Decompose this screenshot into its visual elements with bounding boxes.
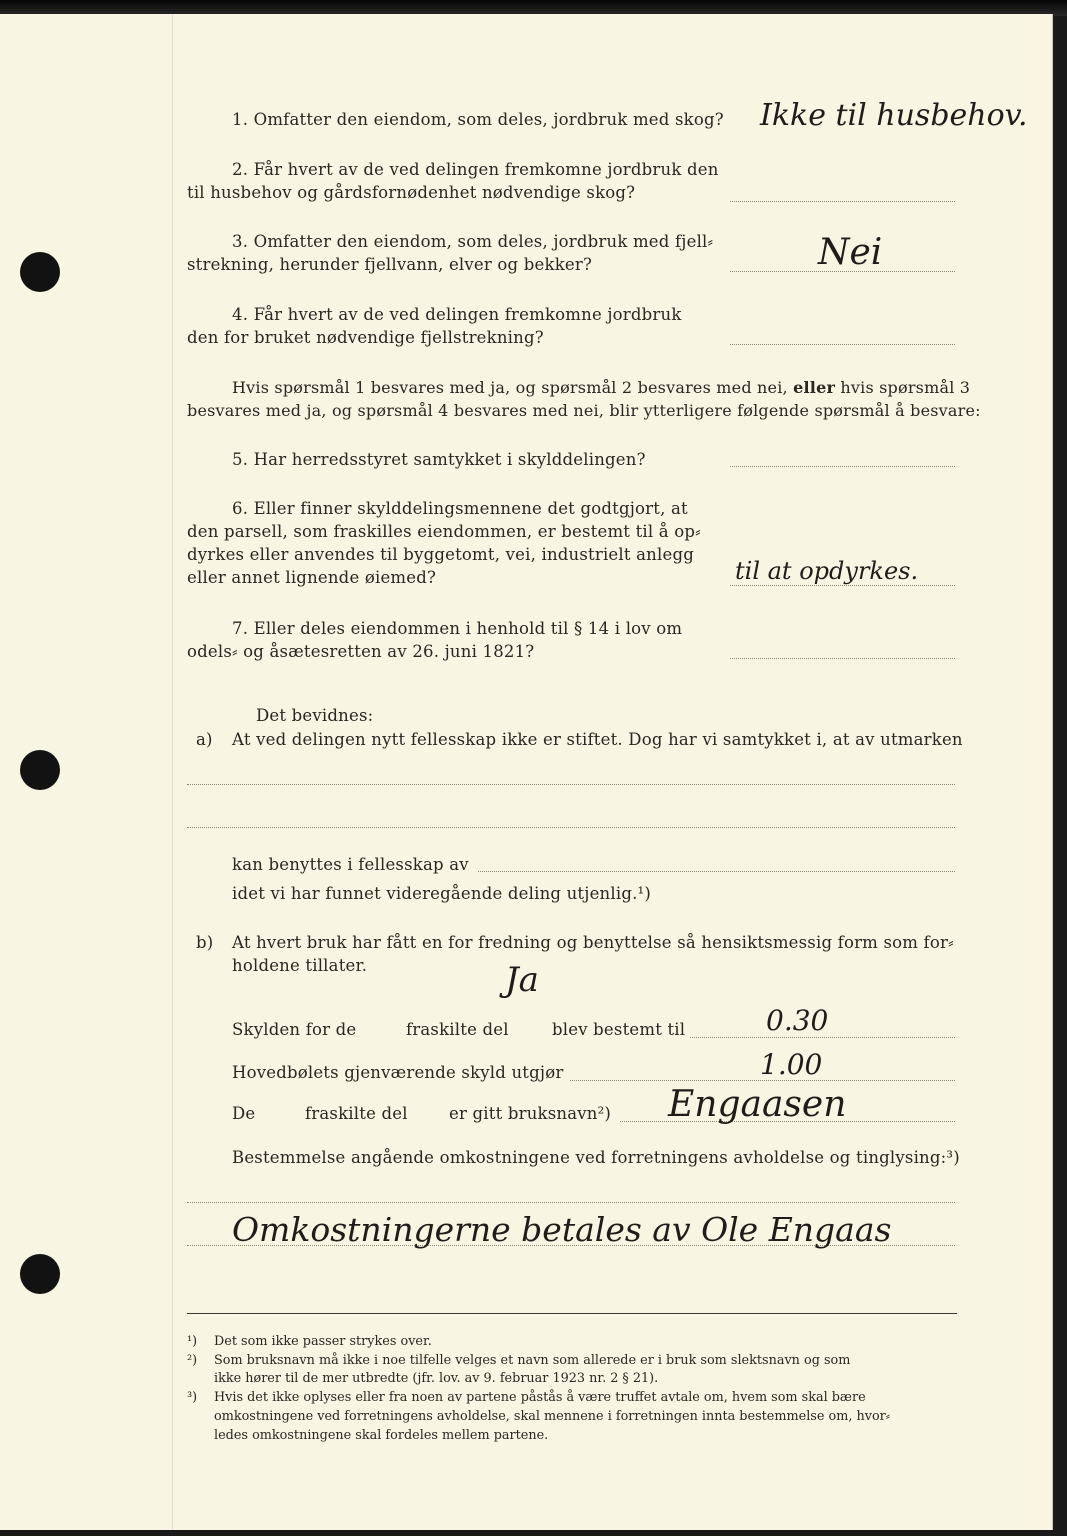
footnote-3-mark: ³) (187, 1390, 198, 1405)
punch-hole-1 (20, 252, 60, 292)
intro-text-c: hvis spørsmål 3 (840, 378, 971, 397)
answer-b-handwritten: Ja (505, 960, 539, 1000)
fraskilte-del-label: fraskilte del (305, 1104, 408, 1123)
question-7-line-1: 7. Eller deles eiendommen i henhold til § 14 i lov om (232, 619, 683, 638)
answer-5-line (730, 465, 955, 467)
footnote-3-line-2: omkostningene ved forretningens avholdelse, skal mennene i forretningen innta bestemmelse om, hvor⸗ (214, 1409, 891, 1424)
bevidnes-b-line-1: At hvert bruk har fått en for fredning og benyttelse så hensiktsmessig form som for⸗ (232, 933, 954, 952)
bruksnavn-label: er gitt bruksnavn²) (449, 1104, 612, 1123)
question-4-line-2: den for bruket nødvendige fjellstrekning? (187, 328, 544, 347)
question-6-line-3: dyrkes eller anvendes til byggetomt, vei, industrielt anlegg (187, 545, 694, 564)
answer-4-line (730, 343, 955, 345)
conditional-intro-line-1 (232, 378, 970, 397)
question-1: 1. Omfatter den eiendom, som deles, jordbruk med skog? (232, 110, 724, 129)
utmark-line-1 (187, 783, 955, 785)
footnote-1-mark: ¹) (187, 1334, 198, 1349)
punch-hole-3 (20, 1254, 60, 1294)
bevidnes-a-label: a) (196, 730, 213, 749)
hovedbol-value-handwritten: 1.00 (760, 1048, 823, 1081)
bevidnes-b-line-2: holdene tillater. (232, 956, 368, 975)
question-3-line-2: strekning, herunder fjellvann, elver og bekker? (187, 255, 592, 274)
answer-2-line (730, 200, 955, 202)
bestemmelse-label: Bestemmelse angående omkostningene ved forretningens avholdelse og tinglysing:³) (232, 1148, 960, 1167)
footnote-divider (187, 1313, 957, 1314)
question-7-line-2: odels⸗ og åsætesretten av 26. juni 1821? (187, 642, 535, 661)
answer-6-handwritten: til at opdyrkes. (735, 557, 919, 585)
bevidnes-b-label: b) (196, 933, 214, 952)
kan-benyttes-line (478, 870, 955, 872)
question-2-line-2: til husbehov og gårdsfornødenhet nødvendige skog? (187, 183, 636, 202)
footnote-3-line-1: Hvis det ikke oplyses eller fra noen av partene påstås å være truffet avtale om, hvem som skal bære (214, 1390, 866, 1405)
intro-text-a: Hvis spørsmål 1 besvares med ja, og spørsmål 2 besvares med nei, (232, 378, 788, 397)
skylden-label-a: Skylden for de (232, 1020, 357, 1039)
skylden-label-c: blev bestemt til (552, 1020, 686, 1039)
idet-text: idet vi har funnet videregående deling utjenlig.¹) (232, 884, 651, 903)
footnote-3-line-3: ledes omkostningene skal fordeles mellem partene. (214, 1428, 549, 1443)
question-6-line-2: den parsell, som fraskilles eiendommen, er bestemt til å op⸗ (187, 522, 701, 541)
question-6-line-4: eller annet lignende øiemed? (187, 568, 437, 587)
punch-hole-2 (20, 750, 60, 790)
kan-benyttes-label: kan benyttes i fellesskap av (232, 855, 469, 874)
footnote-2-line-2: ikke hører til de mer utbredte (jfr. lov. av 9. februar 1923 nr. 2 § 21). (214, 1371, 659, 1386)
footnote-2-mark: ²) (187, 1353, 198, 1368)
answer-3-handwritten: Nei (818, 232, 883, 273)
de-label: De (232, 1104, 256, 1123)
answer-1-handwritten: Ikke til husbehov. (760, 98, 1028, 133)
bevidnes-a-text: At ved delingen nytt fellesskap ikke er stiftet. Dog har vi samtykket i, at av utmarken (232, 730, 963, 749)
footnote-1: Det som ikke passer strykes over. (214, 1334, 432, 1349)
question-6-line-1: 6. Eller finner skylddelingsmennene det godtgjort, at (232, 499, 688, 518)
answer-7-line (730, 657, 955, 659)
utmark-line-2 (187, 826, 955, 828)
hovedbol-label: Hovedbølets gjenværende skyld utgjør (232, 1063, 564, 1082)
intro-text-eller: eller (793, 378, 836, 397)
bevidnes-heading: Det bevidnes: (256, 706, 374, 725)
bestemmelse-line-1 (187, 1201, 955, 1203)
question-2-line-1: 2. Får hvert av de ved delingen fremkomne jordbruk den (232, 160, 719, 179)
omkostninger-handwritten: Omkostningerne betales av Ole Engaas (232, 1210, 892, 1249)
skylden-value-handwritten: 0.30 (766, 1004, 829, 1037)
conditional-intro-line-2: besvares med ja, og spørsmål 4 besvares med nei, blir ytterligere følgende spørsmål å besvare: (187, 401, 981, 420)
question-4-line-1: 4. Får hvert av de ved delingen fremkomne jordbruk (232, 305, 682, 324)
skylden-label-b: fraskilte del (406, 1020, 509, 1039)
question-3-line-1: 3. Omfatter den eiendom, som deles, jordbruk med fjell⸗ (232, 232, 714, 251)
question-5: 5. Har herredsstyret samtykket i skylddelingen? (232, 450, 646, 469)
bruksnavn-handwritten: Engaasen (668, 1084, 847, 1125)
margin-line (172, 14, 173, 1530)
footnote-2-line-1: Som bruksnavn må ikke i noe tilfelle velges et navn som allerede er i bruk som slektsnavn og som (214, 1353, 851, 1368)
